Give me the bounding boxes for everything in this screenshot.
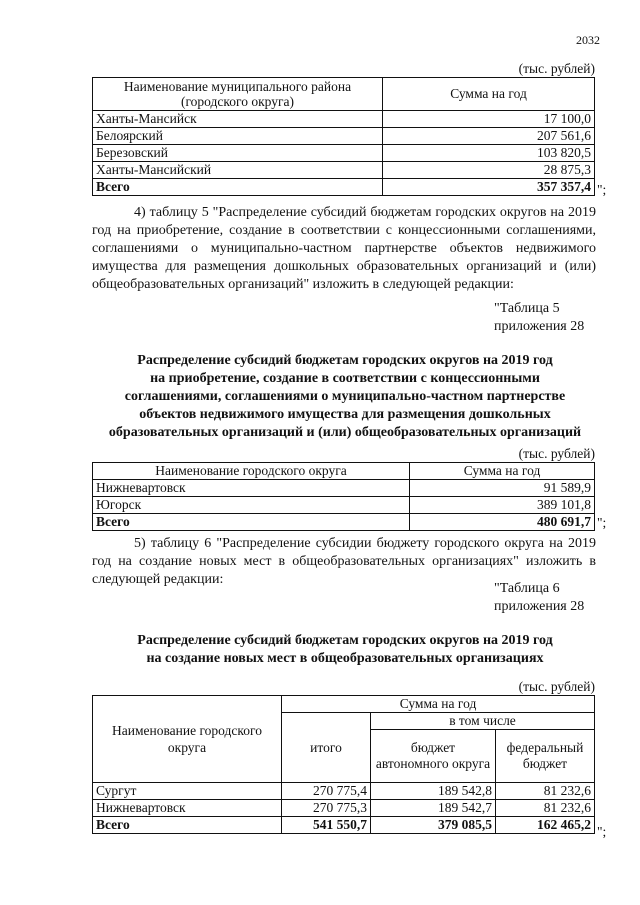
table-new-school-places (92, 695, 595, 834)
total-row (93, 179, 595, 196)
cell-sum: 91 589,9 (410, 480, 595, 497)
table-heading (60, 632, 630, 668)
table-row (93, 145, 595, 162)
cell-total: 270 775,4 (282, 783, 371, 800)
unit-label: (тыс. рублей) (518, 679, 595, 694)
heading-line: соглашениями, соглашениями о муниципально-частном партнерстве (124, 389, 566, 404)
cell-name: Белоярский (93, 128, 383, 145)
cell-okrug-budget: 189 542,8 (371, 783, 496, 800)
cell-name: Нижневартовск (93, 480, 410, 497)
heading-line: образовательных организаций и (или) общеобразовательных организаций (108, 425, 582, 440)
table-municipal-subsidies (92, 77, 595, 196)
total-label: Всего (93, 514, 410, 531)
total-okrug-budget: 379 085,5 (371, 817, 496, 834)
cell-sum: 207 561,6 (383, 128, 595, 145)
total-label: Всего (93, 817, 282, 834)
total-sum: 480 691,7 (410, 514, 595, 531)
cell-sum: 103 820,5 (383, 145, 595, 162)
table-row (93, 111, 595, 128)
column-header-name: Наименование городского округа (93, 463, 410, 480)
cell-name: Сургут (93, 783, 282, 800)
heading-line: на создание новых мест в общеобразовательных организациях (146, 651, 544, 666)
total-federal-budget: 162 465,2 (496, 817, 595, 834)
total-total: 541 550,7 (282, 817, 371, 834)
column-header-sum: Сумма на год (282, 696, 595, 713)
table-ref-line2: приложения 28 (494, 319, 585, 334)
table-row (93, 162, 595, 179)
cell-name: Нижневартовск (93, 800, 282, 817)
cell-total: 270 775,3 (282, 800, 371, 817)
paragraph-item-4: 4) таблицу 5 "Распределение субсидий бюджетам городских округов на 2019 год на приобретение, создание в соответствии с концессионными соглашениями, соглашениями о муниципально-частном партнерстве объектов недвижимого имущества для размещения дошкольных образовательных организаций и (или) общеобразовательных организаций" изложить в следующей редакции: (92, 205, 596, 292)
unit-label: (тыс. рублей) (518, 61, 595, 76)
heading-line: Распределение субсидий бюджетам городских округов на 2019 год (137, 353, 553, 368)
total-sum: 357 357,4 (383, 179, 595, 196)
cell-sum: 28 875,3 (383, 162, 595, 179)
total-row (93, 514, 595, 531)
cell-name: Березовский (93, 145, 383, 162)
heading-line: объектов недвижимого имущества для размещения дошкольных (139, 407, 551, 422)
heading-line: на приобретение, создание в соответствии с концессионными (150, 371, 540, 386)
heading-line: Распределение субсидий бюджетам городских округов на 2019 год (137, 633, 553, 648)
closing-quote: "; (597, 515, 607, 530)
closing-quote: "; (597, 824, 607, 839)
cell-name: Ханты-Мансийский (93, 162, 383, 179)
table-city-acquisition (92, 462, 595, 531)
table-row (93, 480, 595, 497)
closing-quote: "; (597, 182, 607, 197)
column-header-name: Наименование городского округа (93, 696, 282, 783)
table-ref-line2: приложения 28 (494, 599, 585, 614)
table-ref-line1: "Таблица 5 (494, 301, 560, 316)
table-row (93, 800, 595, 817)
cell-federal-budget: 81 232,6 (496, 800, 595, 817)
column-header-including: в том числе (371, 713, 595, 730)
column-header-sum: Сумма на год (383, 78, 595, 111)
page-number: 2032 (576, 33, 600, 47)
table-heading (60, 352, 630, 442)
cell-federal-budget: 81 232,6 (496, 783, 595, 800)
unit-label: (тыс. рублей) (518, 446, 595, 461)
column-header-total: итого (282, 713, 371, 783)
column-header-name: Наименование муниципального района (городского округа) (93, 78, 383, 111)
cell-name: Ханты-Мансийск (93, 111, 383, 128)
table-row (93, 128, 595, 145)
table-ref-line1: "Таблица 6 (494, 581, 560, 596)
table-row (93, 783, 595, 800)
paragraph-item-5: 5) таблицу 6 "Распределение субсидии бюджету городского округа на 2019 год на создание новых мест в общеобразовательных организациях" изложить в следующей редакции: (92, 536, 596, 587)
column-header-okrug-budget: бюджет автономного округа (371, 730, 496, 783)
cell-name: Югорск (93, 497, 410, 514)
total-row (93, 817, 595, 834)
cell-sum: 17 100,0 (383, 111, 595, 128)
column-header-sum: Сумма на год (410, 463, 595, 480)
total-label: Всего (93, 179, 383, 196)
cell-okrug-budget: 189 542,7 (371, 800, 496, 817)
table-row (93, 497, 595, 514)
cell-sum: 389 101,8 (410, 497, 595, 514)
column-header-federal-budget: федеральный бюджет (496, 730, 595, 783)
